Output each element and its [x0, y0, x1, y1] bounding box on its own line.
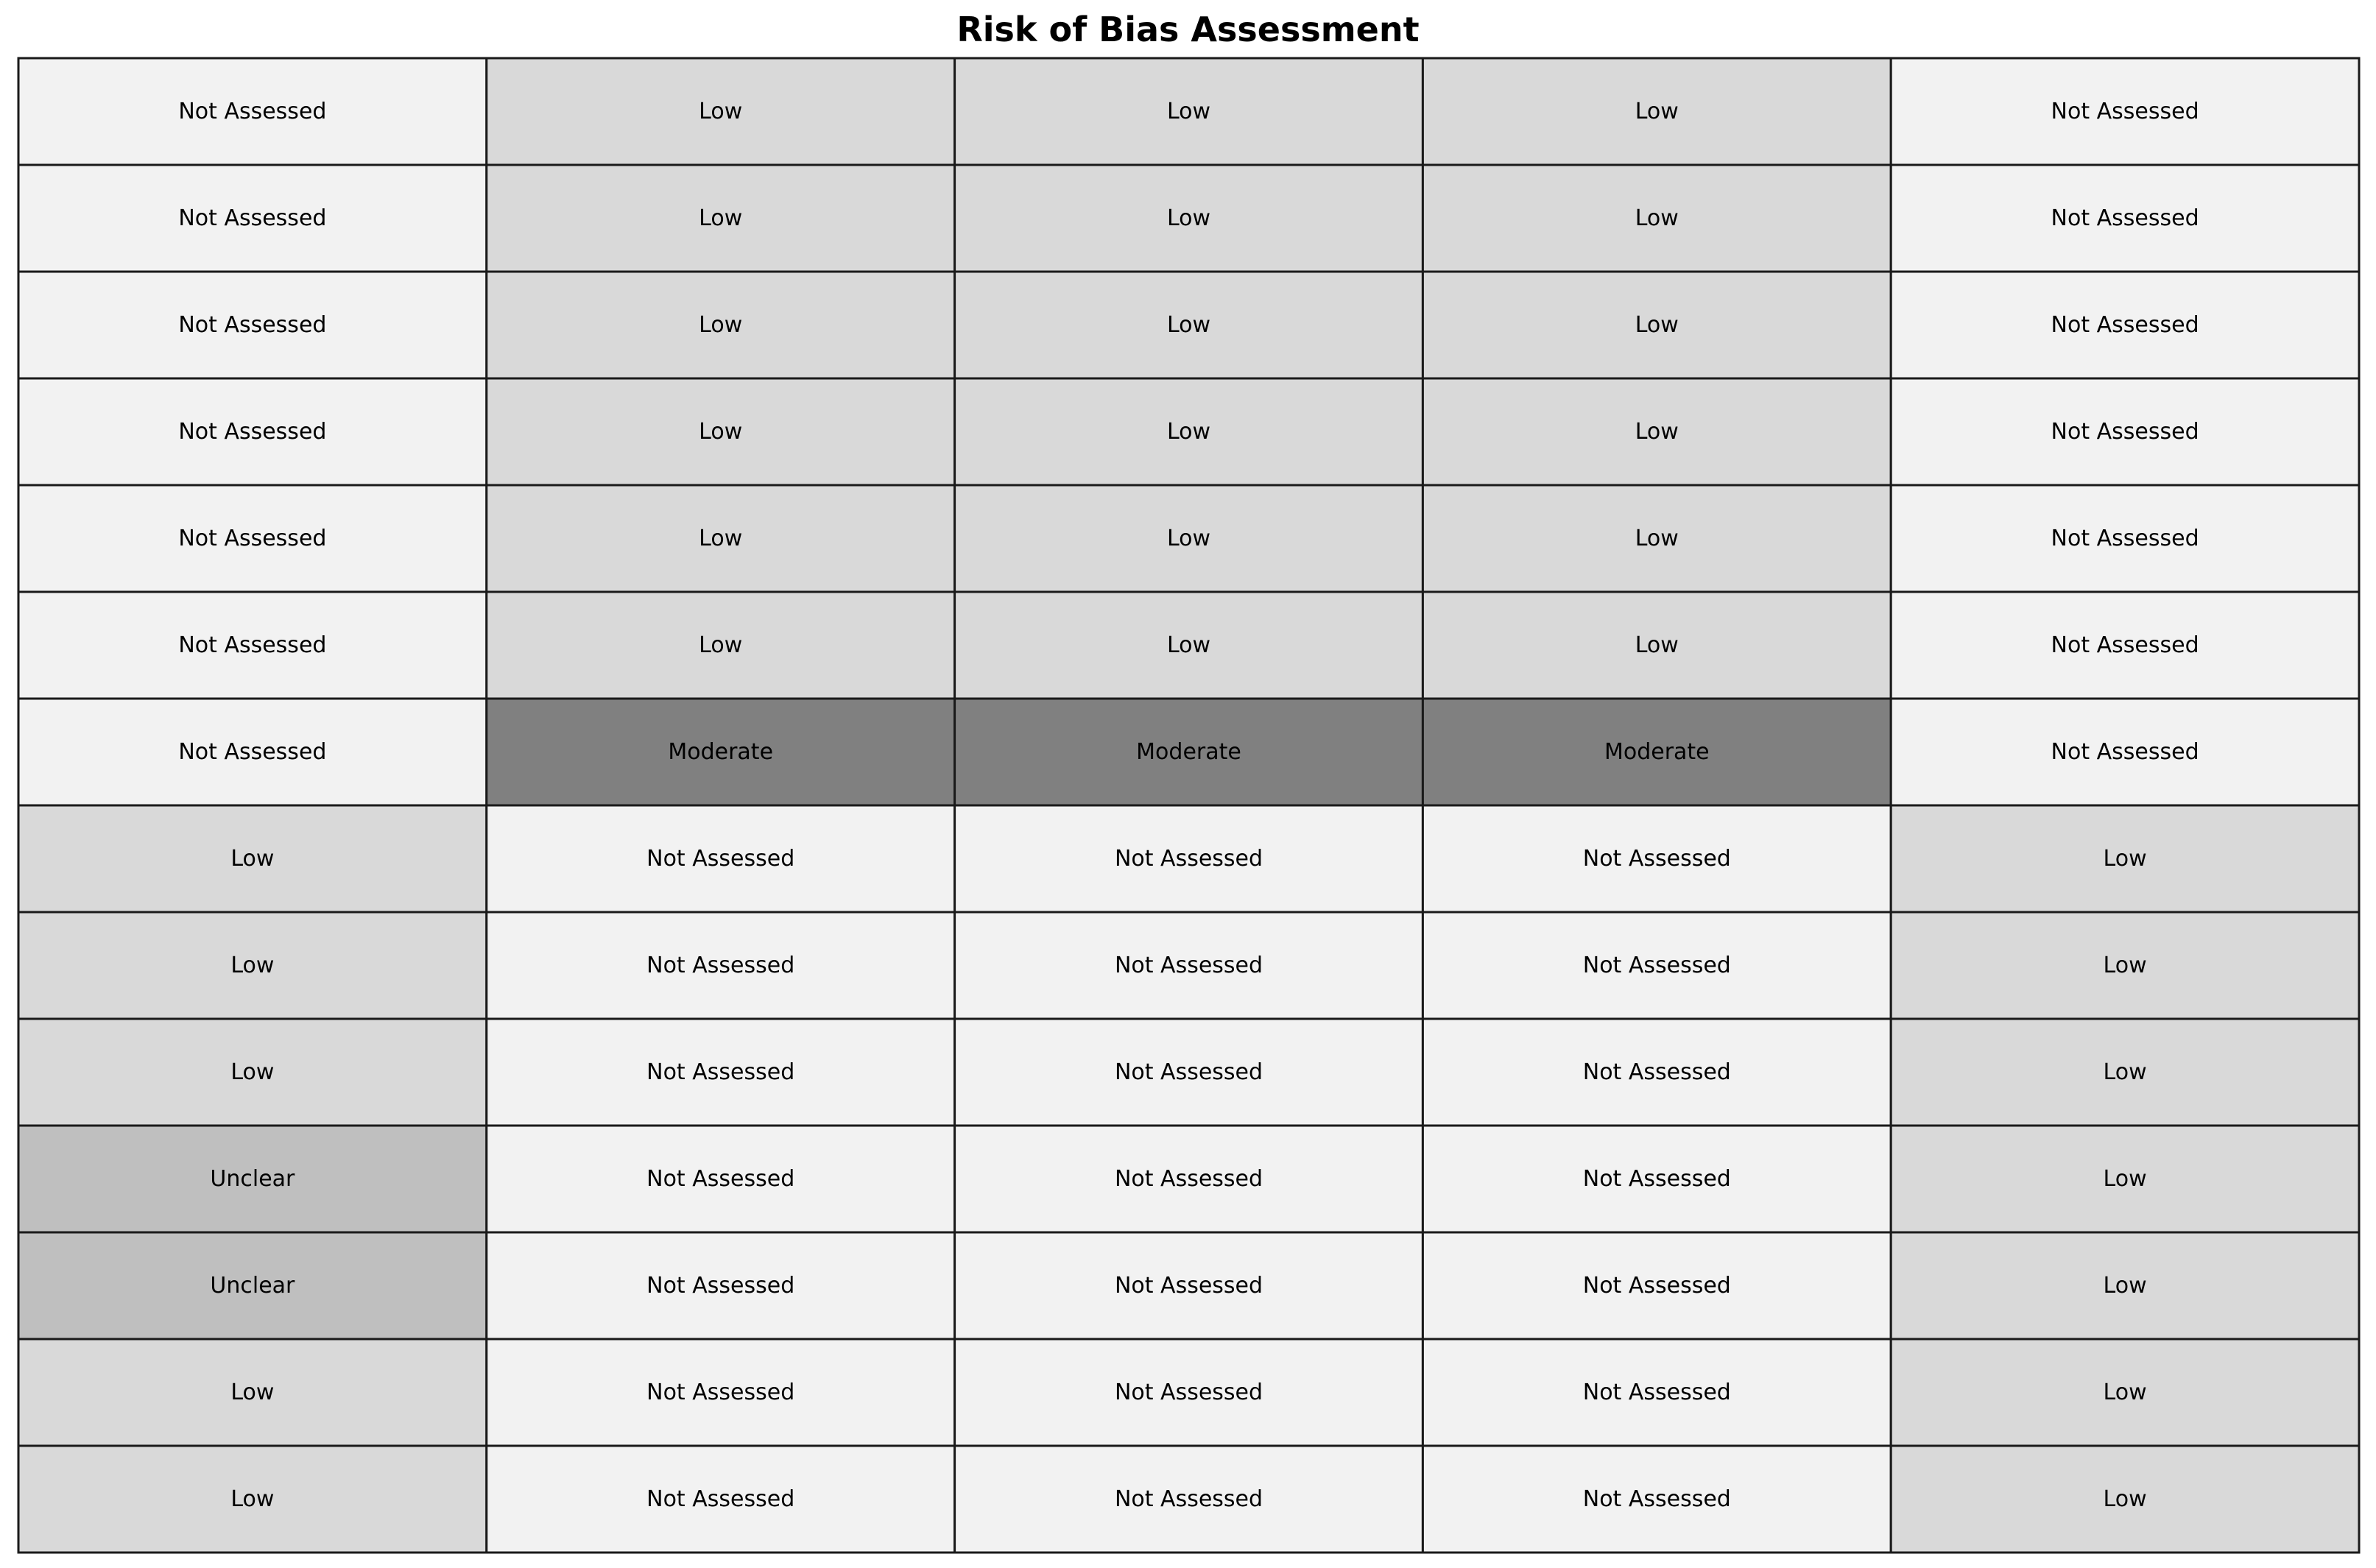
table-cell [955, 592, 1423, 699]
table-cell [1891, 912, 2359, 1019]
cell-label: Low [699, 526, 743, 551]
cell-label: Moderate [1604, 739, 1710, 765]
table-cell [955, 485, 1423, 592]
cell-label: Low [1635, 205, 1679, 231]
cell-label: Not Assessed [2051, 312, 2199, 338]
table-cell [487, 485, 955, 592]
cell-label: Low [699, 632, 743, 658]
cell-label: Unclear [210, 1273, 295, 1299]
table-cell [487, 912, 955, 1019]
cell-label: Not Assessed [1114, 1380, 1263, 1405]
table-cell [955, 699, 1423, 805]
table-cell [487, 272, 955, 378]
table-cell [487, 592, 955, 699]
table-cell [955, 912, 1423, 1019]
cell-label: Not Assessed [2051, 419, 2199, 445]
table-cell [1891, 805, 2359, 912]
table-cell [955, 1019, 1423, 1126]
cell-label: Low [1166, 632, 1211, 658]
table-cell [1423, 1232, 1891, 1339]
table-cell [18, 1232, 487, 1339]
table-cell [18, 165, 487, 272]
cell-label: Not Assessed [646, 1486, 795, 1512]
cell-label: Not Assessed [1582, 846, 1731, 872]
table-cell [18, 272, 487, 378]
cell-label: Low [699, 205, 743, 231]
table-cell [955, 1339, 1423, 1446]
table-cell [1891, 1019, 2359, 1126]
cell-label: Not Assessed [2051, 526, 2199, 551]
table-cell [487, 699, 955, 805]
cell-label: Low [230, 1486, 275, 1512]
table-cell [1423, 1126, 1891, 1232]
table-cell [955, 378, 1423, 485]
cell-label: Not Assessed [178, 99, 327, 124]
table-cell [18, 699, 487, 805]
cell-label: Not Assessed [646, 953, 795, 978]
table-cell [18, 1019, 487, 1126]
table-cell [1423, 699, 1891, 805]
table-cell [1891, 1446, 2359, 1553]
cell-label: Not Assessed [1582, 1059, 1731, 1085]
table-cell [1423, 805, 1891, 912]
cell-label: Not Assessed [178, 632, 327, 658]
table-cell [1423, 1339, 1891, 1446]
table-cell [487, 58, 955, 165]
cell-label: Not Assessed [1582, 1486, 1731, 1512]
cell-label: Moderate [668, 739, 774, 765]
cell-label: Low [699, 99, 743, 124]
cell-label: Low [1635, 632, 1679, 658]
cell-label: Not Assessed [1114, 1486, 1263, 1512]
table-cell [1891, 1339, 2359, 1446]
table-cell [487, 1019, 955, 1126]
cell-label: Not Assessed [2051, 99, 2199, 124]
cell-label: Low [2103, 1380, 2147, 1405]
table-cell [1423, 912, 1891, 1019]
table-cell [955, 805, 1423, 912]
cell-label: Not Assessed [178, 526, 327, 551]
table-cell [487, 805, 955, 912]
table-cell [18, 58, 487, 165]
cell-label: Not Assessed [646, 1273, 795, 1299]
cell-label: Low [230, 1380, 275, 1405]
cell-label: Moderate [1136, 739, 1241, 765]
table-cell [18, 592, 487, 699]
table-cell [1891, 1232, 2359, 1339]
table-cell [487, 1232, 955, 1339]
table-cell [1423, 378, 1891, 485]
table-cell [1891, 165, 2359, 272]
cell-label: Low [2103, 1059, 2147, 1085]
table-cell [955, 58, 1423, 165]
table-cell [487, 378, 955, 485]
cell-label: Not Assessed [1114, 1273, 1263, 1299]
table-cell [18, 485, 487, 592]
table-cell [1423, 485, 1891, 592]
table-cell [1891, 272, 2359, 378]
table-cell [18, 805, 487, 912]
table-cell [1423, 165, 1891, 272]
cell-label: Not Assessed [1114, 1166, 1263, 1192]
cell-label: Low [1166, 526, 1211, 551]
cell-label: Not Assessed [1582, 1273, 1731, 1299]
table-cell [955, 1232, 1423, 1339]
cell-label: Not Assessed [646, 1059, 795, 1085]
cell-label: Low [1635, 312, 1679, 338]
table-cell [487, 165, 955, 272]
table-cell [487, 1126, 955, 1232]
cell-label: Low [230, 846, 275, 872]
table-cell [18, 1126, 487, 1232]
table-cell [1423, 1446, 1891, 1553]
table-cell [1891, 58, 2359, 165]
cell-label: Low [230, 1059, 275, 1085]
cell-label: Not Assessed [178, 312, 327, 338]
cell-label: Not Assessed [2051, 205, 2199, 231]
table-cell [487, 1446, 955, 1553]
table-cell [1891, 592, 2359, 699]
cell-label: Low [1166, 205, 1211, 231]
cell-label: Low [230, 953, 275, 978]
cell-label: Low [1166, 312, 1211, 338]
cell-label: Not Assessed [2051, 632, 2199, 658]
table-cell [1423, 592, 1891, 699]
cell-label: Not Assessed [646, 1380, 795, 1405]
cell-label: Low [1166, 99, 1211, 124]
cell-label: Low [2103, 1486, 2147, 1512]
cell-label: Not Assessed [178, 419, 327, 445]
cell-label: Not Assessed [178, 205, 327, 231]
table-cell [1891, 485, 2359, 592]
cell-label: Not Assessed [1114, 953, 1263, 978]
cell-label: Low [2103, 846, 2147, 872]
table-cell [955, 1126, 1423, 1232]
cell-label: Not Assessed [1582, 953, 1731, 978]
table-cell [1891, 1126, 2359, 1232]
cell-label: Not Assessed [646, 846, 795, 872]
cell-label: Not Assessed [1582, 1380, 1731, 1405]
cell-label: Low [699, 312, 743, 338]
table-cell [1423, 272, 1891, 378]
table-cell [1423, 1019, 1891, 1126]
table-cell [955, 272, 1423, 378]
cell-label: Low [1635, 99, 1679, 124]
table-cell [18, 1446, 487, 1553]
cell-label: Unclear [210, 1166, 295, 1192]
cell-label: Not Assessed [1582, 1166, 1731, 1192]
cell-label: Low [1635, 526, 1679, 551]
cell-label: Low [2103, 1273, 2147, 1299]
table-cell [955, 165, 1423, 272]
table-cell [1891, 378, 2359, 485]
cell-label: Not Assessed [178, 739, 327, 765]
table-cell [1423, 58, 1891, 165]
table-cell [18, 1339, 487, 1446]
chart-title: Risk of Bias Assessment [956, 10, 1420, 49]
table-cell [18, 912, 487, 1019]
table-cell [487, 1339, 955, 1446]
cell-label: Low [699, 419, 743, 445]
cell-label: Not Assessed [646, 1166, 795, 1192]
cell-label: Not Assessed [1114, 1059, 1263, 1085]
cell-label: Not Assessed [2051, 739, 2199, 765]
table-cell [18, 378, 487, 485]
cell-label: Low [1166, 419, 1211, 445]
cell-label: Low [2103, 1166, 2147, 1192]
table-cell [955, 1446, 1423, 1553]
cell-label: Low [1635, 419, 1679, 445]
cell-label: Not Assessed [1114, 846, 1263, 872]
table-cell [1891, 699, 2359, 805]
cell-label: Low [2103, 953, 2147, 978]
